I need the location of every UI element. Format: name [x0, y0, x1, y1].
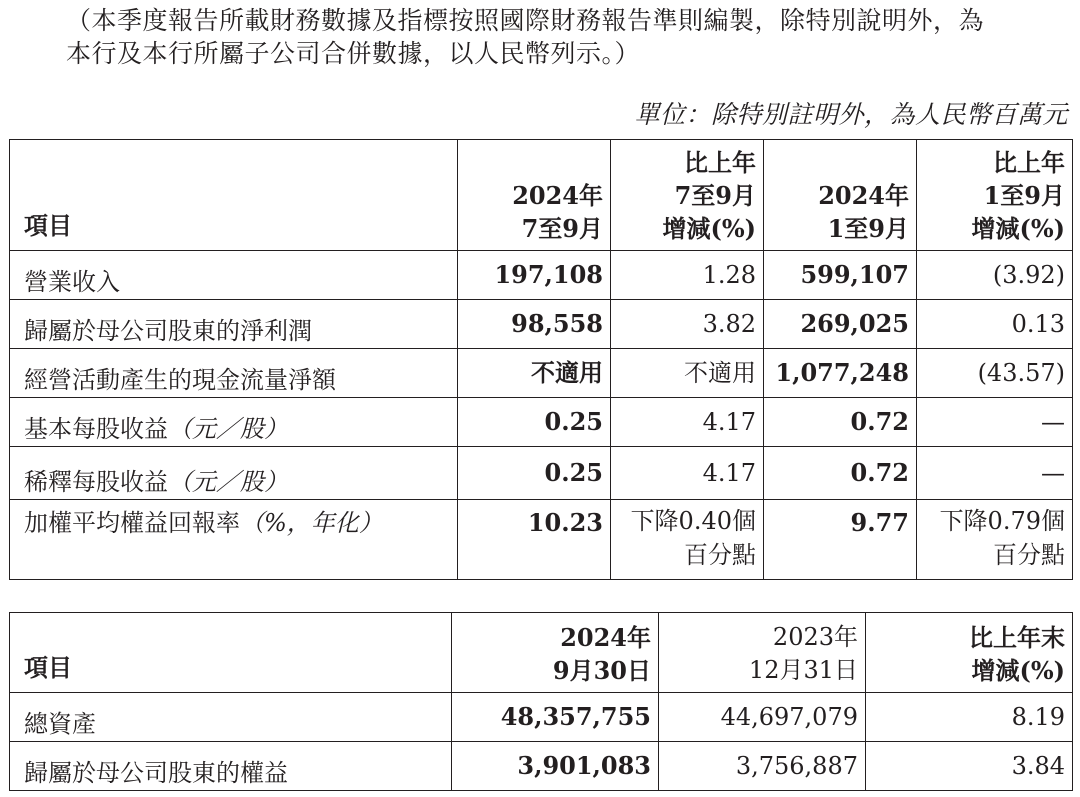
cell-value: 4.17 — [611, 398, 764, 447]
cell-value: 9.77 — [764, 500, 917, 580]
header-9m-yoy-change: 比上年 1至9月 增減(%) — [917, 140, 1073, 251]
table-row — [10, 500, 1073, 580]
row-label: 加權平均權益回報率（%，年化） — [10, 500, 458, 580]
header-9m-2024: 2024年 1至9月 — [764, 140, 917, 251]
cell-value: 1.28 — [611, 251, 764, 300]
row-label: 營業收入 — [10, 251, 458, 300]
header-2023-12-31: 2023年 12月31日 — [659, 613, 866, 693]
row-label: 歸屬於母公司股東的權益 — [10, 742, 452, 791]
cell-value: 下降0.40個 百分點 — [611, 500, 764, 580]
header-item: 項目 — [10, 613, 452, 693]
row-label: 總資產 — [10, 693, 452, 742]
footnote-line-1: （本季度報告所載財務數據及指標按照國際財務報告準則編製，除特別說明外，為 — [66, 6, 985, 35]
cell-value: 3.82 — [611, 300, 764, 349]
row-label: 經營活動產生的現金流量淨額 — [10, 349, 458, 398]
cell-value: 不適用 — [611, 349, 764, 398]
cell-value: 269,025 — [764, 300, 917, 349]
row-label-unit: （元／股） — [168, 468, 288, 496]
cell-value: 0.25 — [458, 447, 611, 500]
unit-note: 單位：除特別註明外，為人民幣百萬元 — [634, 100, 1068, 129]
table-row — [10, 742, 1073, 791]
cell-value: 599,107 — [764, 251, 917, 300]
row-label: 稀釋每股收益（元／股） — [10, 447, 458, 500]
cell-value: 0.72 — [764, 447, 917, 500]
cell-value: 197,108 — [458, 251, 611, 300]
header-ytd-change: 比上年末 增減(%) — [866, 613, 1073, 693]
table-row — [10, 398, 1073, 447]
cell-value: — — [917, 398, 1073, 447]
key-financial-indicators-table — [9, 139, 1073, 580]
cell-value: 98,558 — [458, 300, 611, 349]
cell-value: 48,357,755 — [452, 693, 659, 742]
table-row — [10, 349, 1073, 398]
header-q3-2024: 2024年 7至9月 — [458, 140, 611, 251]
row-label-unit: （%，年化） — [240, 509, 383, 537]
cell-value: 下降0.79個 百分點 — [917, 500, 1073, 580]
cell-value: 8.19 — [866, 693, 1073, 742]
cell-value: 不適用 — [458, 349, 611, 398]
cell-value: (3.92) — [917, 251, 1073, 300]
cell-value: 4.17 — [611, 447, 764, 500]
footnote-line-2: 本行及本行所屬子公司合併數據，以人民幣列示。） — [66, 39, 641, 68]
cell-value: 3,901,083 — [452, 742, 659, 791]
footnote — [66, 4, 1076, 70]
row-label: 基本每股收益（元／股） — [10, 398, 458, 447]
cell-value: 1,077,248 — [764, 349, 917, 398]
cell-value: — — [917, 447, 1073, 500]
table-row — [10, 447, 1073, 500]
cell-value: 0.25 — [458, 398, 611, 447]
table-header-row — [10, 140, 1073, 251]
cell-value: 3,756,887 — [659, 742, 866, 791]
header-q3-yoy-change: 比上年 7至9月 增減(%) — [611, 140, 764, 251]
header-2024-09-30: 2024年 9月30日 — [452, 613, 659, 693]
balance-sheet-indicators-table — [9, 612, 1073, 791]
table-row — [10, 693, 1073, 742]
table-row — [10, 300, 1073, 349]
cell-value: 3.84 — [866, 742, 1073, 791]
row-label-unit: （元／股） — [168, 415, 288, 443]
row-label: 歸屬於母公司股東的淨利潤 — [10, 300, 458, 349]
header-item: 項目 — [10, 140, 458, 251]
table-row — [10, 251, 1073, 300]
cell-value: 0.72 — [764, 398, 917, 447]
table-header-row — [10, 613, 1073, 693]
cell-value: (43.57) — [917, 349, 1073, 398]
cell-value: 44,697,079 — [659, 693, 866, 742]
cell-value: 10.23 — [458, 500, 611, 580]
cell-value: 0.13 — [917, 300, 1073, 349]
